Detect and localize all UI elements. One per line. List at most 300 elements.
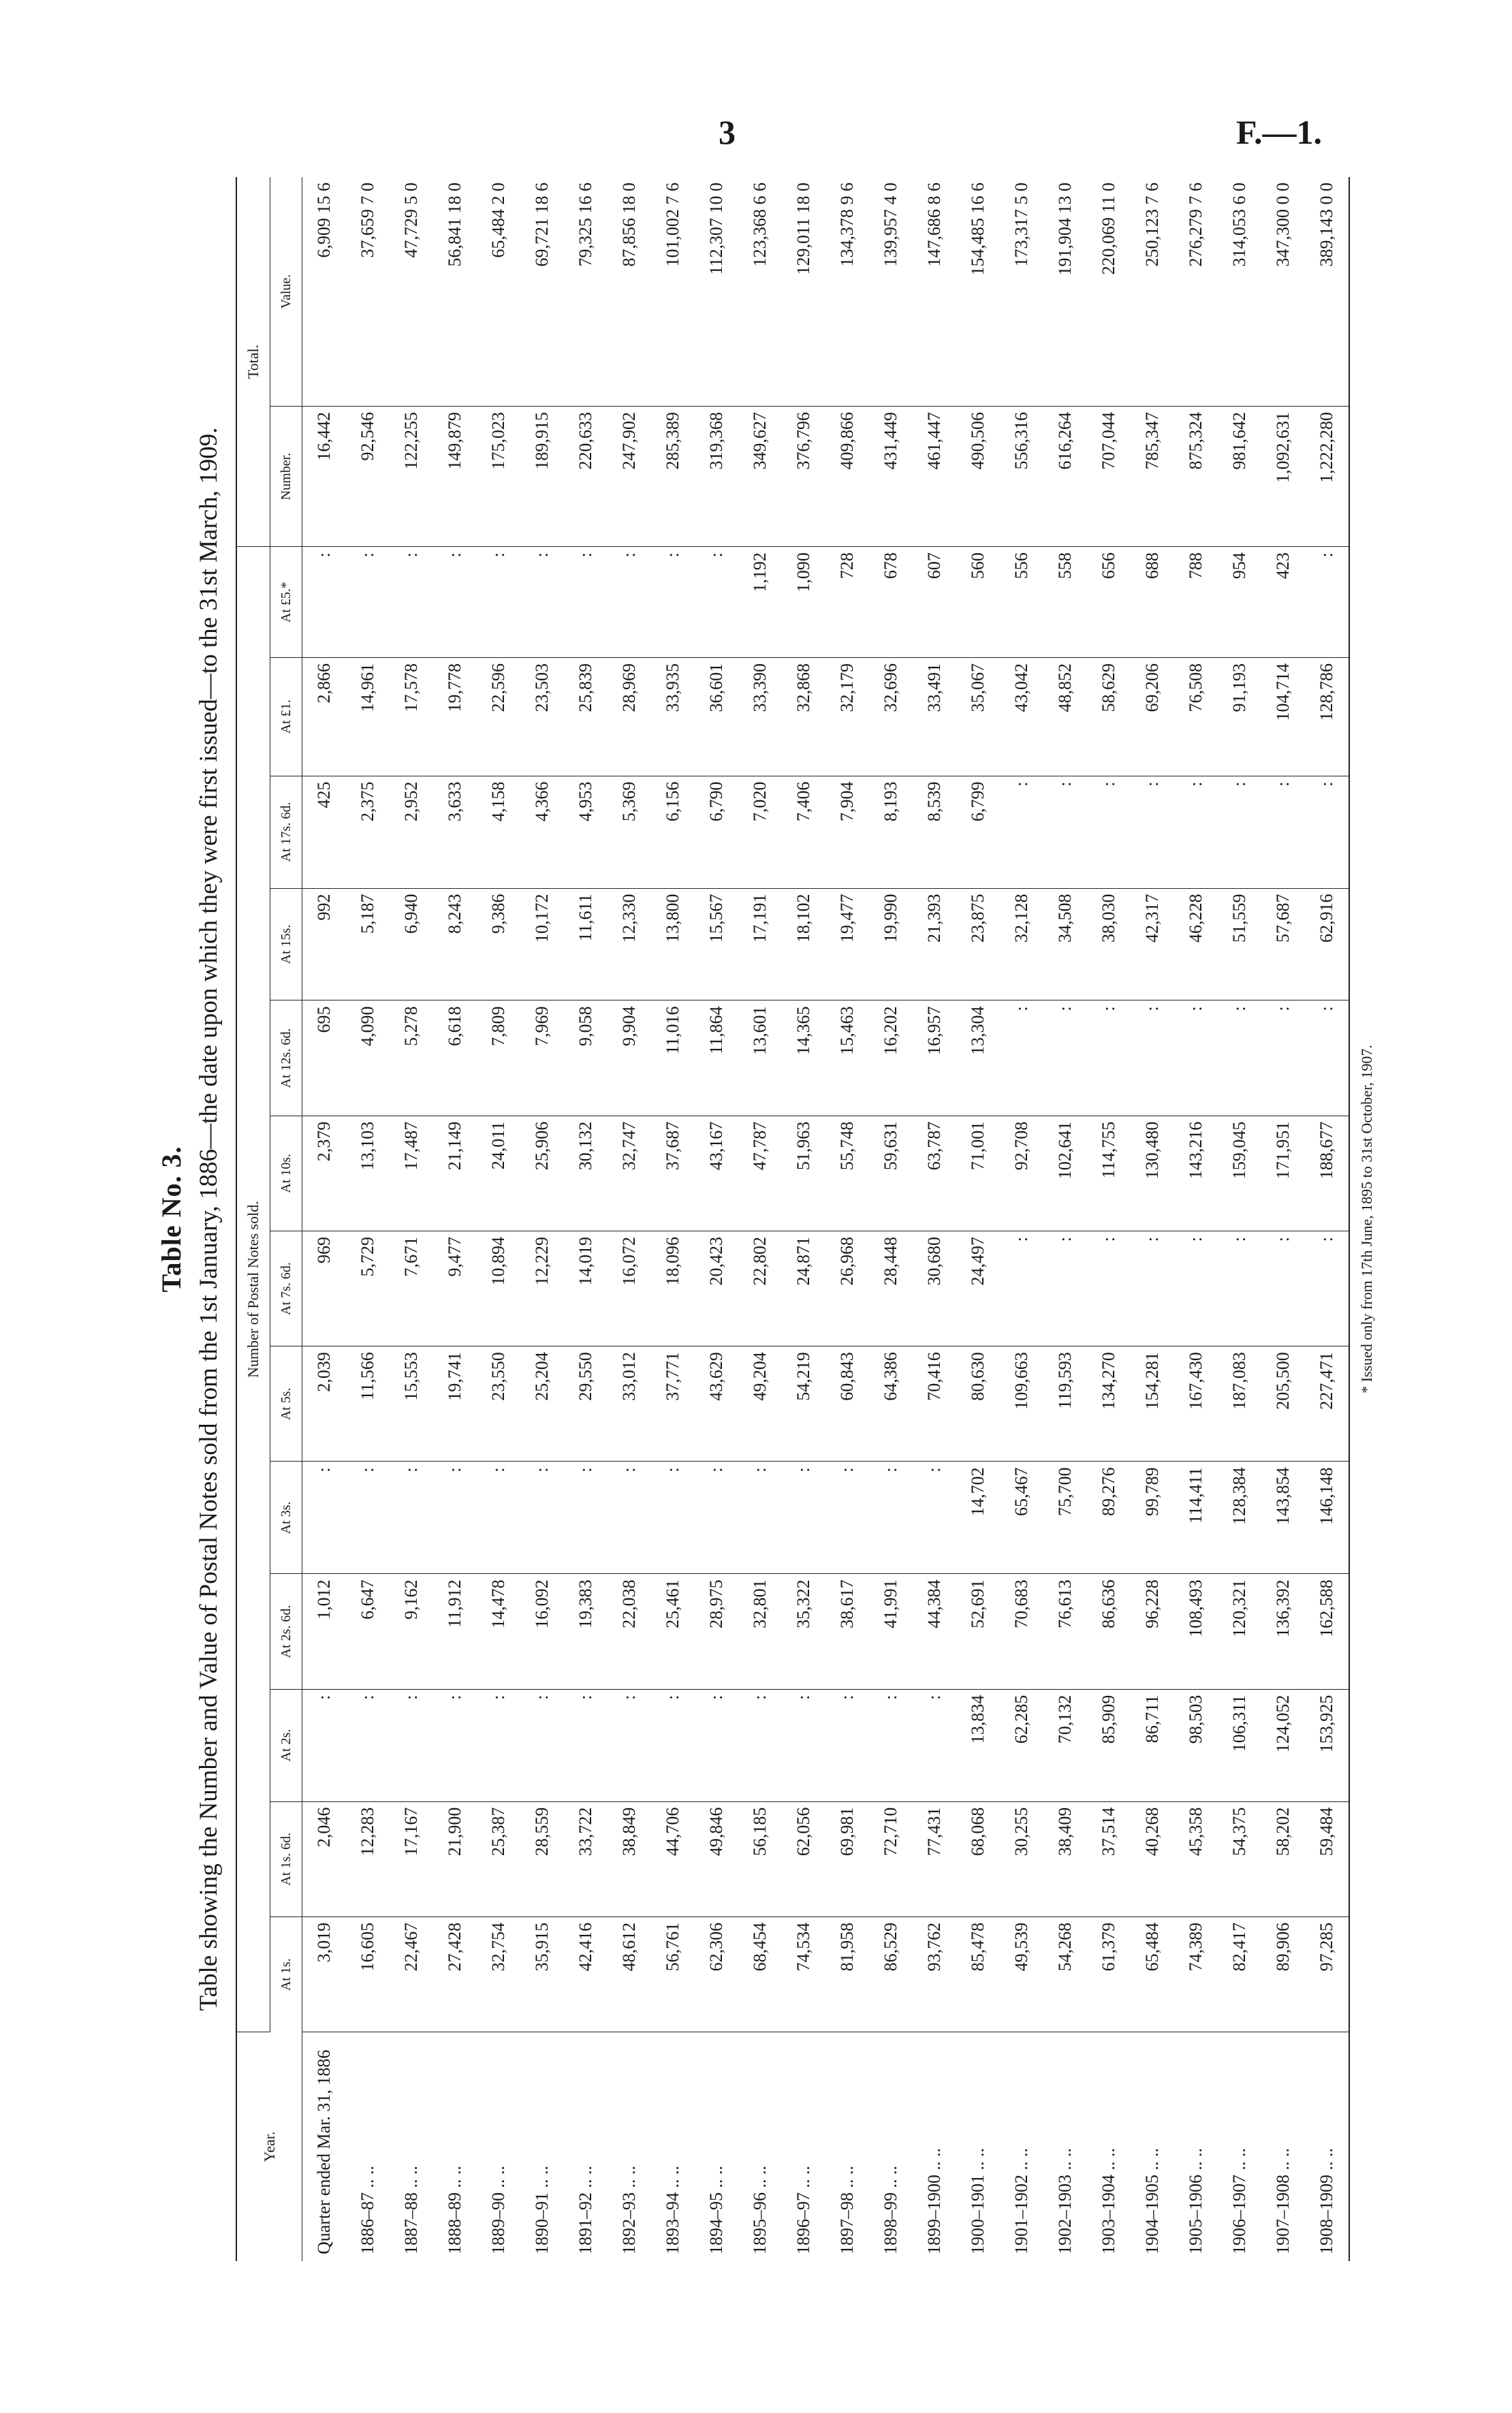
- data-cell: 13,601: [738, 1000, 782, 1116]
- data-cell: :: [433, 1462, 477, 1574]
- data-cell: 13,800: [651, 888, 695, 1000]
- data-cell: 92,546: [346, 406, 390, 546]
- data-cell: 72,710: [869, 1801, 913, 1917]
- data-cell: 205,500: [1261, 1346, 1305, 1462]
- data-cell: :: [1000, 1000, 1043, 1116]
- table-row: [608, 177, 651, 2261]
- group-header-row: [236, 177, 270, 2261]
- data-cell: 1,222,280: [1305, 406, 1349, 546]
- data-cell: 44,706: [651, 1801, 695, 1917]
- data-cell: 56,185: [738, 1801, 782, 1917]
- data-cell: 4,090: [346, 1000, 390, 1116]
- data-cell: 21,393: [913, 888, 956, 1000]
- data-cell: 25,461: [651, 1574, 695, 1689]
- data-cell: 314,053 6 0: [1218, 177, 1261, 406]
- data-cell: 18,096: [651, 1231, 695, 1346]
- table-row: [956, 177, 1000, 2261]
- data-cell: 129,011 18 0: [782, 177, 825, 406]
- data-cell: 112,307 10 0: [695, 177, 738, 406]
- data-cell: 114,755: [1087, 1116, 1131, 1231]
- column-header: At 5s.: [270, 1346, 302, 1462]
- data-cell: 33,722: [564, 1801, 608, 1917]
- data-cell: 6,790: [695, 776, 738, 888]
- data-cell: 6,618: [433, 1000, 477, 1116]
- data-cell: 61,379: [1087, 1917, 1131, 2032]
- data-cell: 76,613: [1043, 1574, 1087, 1689]
- data-cell: :: [608, 1689, 651, 1801]
- data-cell: :: [433, 1689, 477, 1801]
- data-cell: 616,264: [1043, 406, 1087, 546]
- data-cell: 785,347: [1131, 406, 1174, 546]
- data-cell: 4,953: [564, 776, 608, 888]
- data-cell: 26,968: [825, 1231, 869, 1346]
- data-cell: 8,193: [869, 776, 913, 888]
- data-cell: 70,416: [913, 1346, 956, 1462]
- data-cell: 40,268: [1131, 1801, 1174, 1917]
- data-cell: :: [346, 1462, 390, 1574]
- data-cell: 159,045: [1218, 1116, 1261, 1231]
- data-cell: 80,630: [956, 1346, 1000, 1462]
- data-cell: 19,383: [564, 1574, 608, 1689]
- data-cell: 188,677: [1305, 1116, 1349, 1231]
- data-cell: 33,491: [913, 657, 956, 776]
- data-cell: 490,506: [956, 406, 1000, 546]
- year-cell: 1903–1904 .. ..: [1099, 2148, 1118, 2254]
- data-cell: 10,172: [520, 888, 564, 1000]
- data-cell: 9,162: [390, 1574, 433, 1689]
- data-cell: :: [1174, 1231, 1218, 1346]
- data-cell: :: [520, 1689, 564, 1801]
- data-cell: 556: [1000, 547, 1043, 658]
- data-cell: 2,375: [346, 776, 390, 888]
- data-cell: 969: [302, 1231, 347, 1346]
- data-cell: 32,747: [608, 1116, 651, 1231]
- data-cell: :: [1305, 776, 1349, 888]
- table-row: [346, 177, 390, 2261]
- data-cell: 59,631: [869, 1116, 913, 1231]
- data-cell: 128,384: [1218, 1462, 1261, 1574]
- data-cell: 130,480: [1131, 1116, 1174, 1231]
- data-cell: 32,179: [825, 657, 869, 776]
- data-cell: 34,508: [1043, 888, 1087, 1000]
- data-cell: 35,915: [520, 1917, 564, 2032]
- data-cell: 4,366: [520, 776, 564, 888]
- data-cell: 108,493: [1174, 1574, 1218, 1689]
- data-cell: 45,358: [1174, 1801, 1218, 1917]
- data-cell: 558: [1043, 547, 1087, 658]
- data-cell: 7,406: [782, 776, 825, 888]
- data-cell: 33,935: [651, 657, 695, 776]
- table-row: [1000, 177, 1043, 2261]
- data-cell: 101,002 7 6: [651, 177, 695, 406]
- data-cell: :: [1087, 776, 1131, 888]
- year-cell: 1908–1909 .. ..: [1305, 2032, 1349, 2261]
- data-cell: 86,711: [1131, 1689, 1174, 1801]
- data-cell: 36,601: [695, 657, 738, 776]
- data-cell: 63,787: [913, 1116, 956, 1231]
- data-cell: 11,611: [564, 888, 608, 1000]
- data-cell: 15,463: [825, 1000, 869, 1116]
- data-cell: 81,958: [825, 1917, 869, 2032]
- data-cell: 17,578: [390, 657, 433, 776]
- data-cell: 167,430: [1174, 1346, 1218, 1462]
- data-cell: 27,428: [433, 1917, 477, 2032]
- data-cell: 68,454: [738, 1917, 782, 2032]
- data-cell: 173,317 5 0: [1000, 177, 1043, 406]
- data-cell: 62,916: [1305, 888, 1349, 1000]
- data-cell: 48,612: [608, 1917, 651, 2032]
- data-cell: 425: [302, 776, 347, 888]
- footnote: * Issued only from 17th June, 1895 to 31st October, 1907.: [1358, 1045, 1375, 1393]
- data-cell: 7,671: [390, 1231, 433, 1346]
- data-cell: :: [302, 547, 347, 658]
- data-cell: 11,566: [346, 1346, 390, 1462]
- data-cell: :: [608, 1462, 651, 1574]
- data-cell: :: [564, 1462, 608, 1574]
- data-cell: 19,778: [433, 657, 477, 776]
- data-cell: 4,158: [477, 776, 520, 888]
- data-cell: 28,969: [608, 657, 651, 776]
- data-cell: 3,019: [302, 1917, 347, 2032]
- data-cell: 22,596: [477, 657, 520, 776]
- data-cell: 9,904: [608, 1000, 651, 1116]
- table-row: [651, 177, 695, 2261]
- data-cell: :: [651, 547, 695, 658]
- data-cell: :: [346, 1689, 390, 1801]
- data-cell: 55,748: [825, 1116, 869, 1231]
- data-cell: :: [1261, 1000, 1305, 1116]
- data-cell: 19,990: [869, 888, 913, 1000]
- data-cell: 5,187: [346, 888, 390, 1000]
- data-cell: 16,957: [913, 1000, 956, 1116]
- data-cell: 349,627: [738, 406, 782, 546]
- total-header: Total.: [236, 177, 270, 547]
- data-cell: 220,633: [564, 406, 608, 546]
- data-cell: 247,902: [608, 406, 651, 546]
- data-cell: 136,392: [1261, 1574, 1305, 1689]
- data-cell: 30,255: [1000, 1801, 1043, 1917]
- column-header: At 12s. 6d.: [270, 1000, 302, 1116]
- data-cell: 49,846: [695, 1801, 738, 1917]
- data-cell: 227,471: [1305, 1346, 1349, 1462]
- data-cell: 54,219: [782, 1346, 825, 1462]
- data-cell: 48,852: [1043, 657, 1087, 776]
- data-cell: :: [1043, 1231, 1087, 1346]
- data-cell: 54,375: [1218, 1801, 1261, 1917]
- data-cell: :: [1043, 1000, 1087, 1116]
- data-cell: :: [782, 1462, 825, 1574]
- data-cell: 175,023: [477, 406, 520, 546]
- data-cell: :: [1087, 1000, 1131, 1116]
- data-cell: 11,912: [433, 1574, 477, 1689]
- data-cell: 14,478: [477, 1574, 520, 1689]
- data-cell: 707,044: [1087, 406, 1131, 546]
- column-header: At 7s. 6d.: [270, 1231, 302, 1346]
- data-cell: :: [1305, 547, 1349, 658]
- table-row: [1087, 177, 1131, 2261]
- year-cell: 1892–93 .. ..: [619, 2166, 639, 2254]
- data-cell: 38,409: [1043, 1801, 1087, 1917]
- data-cell: 5,369: [608, 776, 651, 888]
- data-cell: 28,448: [869, 1231, 913, 1346]
- column-header: At 15s.: [270, 888, 302, 1000]
- data-cell: 56,841 18 0: [433, 177, 477, 406]
- table-row: [302, 177, 347, 2261]
- data-cell: 6,156: [651, 776, 695, 888]
- data-cell: 62,306: [695, 1917, 738, 2032]
- data-cell: 51,963: [782, 1116, 825, 1231]
- data-cell: 58,202: [1261, 1801, 1305, 1917]
- data-cell: 992: [302, 888, 347, 1000]
- data-cell: 59,484: [1305, 1801, 1349, 1917]
- data-cell: 42,317: [1131, 888, 1174, 1000]
- data-cell: 32,128: [1000, 888, 1043, 1000]
- data-cell: 87,856 18 0: [608, 177, 651, 406]
- data-cell: 102,641: [1043, 1116, 1087, 1231]
- data-cell: 99,789: [1131, 1462, 1174, 1574]
- postal-notes-table: [236, 177, 1350, 2261]
- data-cell: 19,741: [433, 1346, 477, 1462]
- data-cell: 6,799: [956, 776, 1000, 888]
- table-row: [1261, 177, 1305, 2261]
- data-cell: 11,864: [695, 1000, 738, 1116]
- year-cell: 1907–1908 .. ..: [1273, 2148, 1293, 2254]
- data-cell: :: [869, 1689, 913, 1801]
- data-cell: 79,325 16 6: [564, 177, 608, 406]
- data-cell: 12,330: [608, 888, 651, 1000]
- data-cell: 44,384: [913, 1574, 956, 1689]
- data-cell: :: [608, 547, 651, 658]
- data-cell: :: [1131, 1231, 1174, 1346]
- data-cell: 37,687: [651, 1116, 695, 1231]
- data-cell: 17,167: [390, 1801, 433, 1917]
- column-header: At 2s.: [270, 1689, 302, 1801]
- data-cell: 25,387: [477, 1801, 520, 1917]
- table-row: [782, 177, 825, 2261]
- data-cell: 8,539: [913, 776, 956, 888]
- data-cell: 347,300 0 0: [1261, 177, 1305, 406]
- data-cell: 13,304: [956, 1000, 1000, 1116]
- data-cell: 7,904: [825, 776, 869, 888]
- data-cell: 23,503: [520, 657, 564, 776]
- data-cell: 147,686 8 6: [913, 177, 956, 406]
- data-cell: :: [1174, 776, 1218, 888]
- data-cell: 85,478: [956, 1917, 1000, 2032]
- data-cell: 37,771: [651, 1346, 695, 1462]
- data-cell: 14,019: [564, 1231, 608, 1346]
- data-cell: :: [651, 1462, 695, 1574]
- data-cell: 6,647: [346, 1574, 390, 1689]
- data-cell: 32,696: [869, 657, 913, 776]
- data-cell: 728: [825, 547, 869, 658]
- data-cell: 162,588: [1305, 1574, 1349, 1689]
- data-cell: 46,228: [1174, 888, 1218, 1000]
- table-row: [1218, 177, 1261, 2261]
- data-cell: 56,761: [651, 1917, 695, 2032]
- data-cell: :: [390, 547, 433, 658]
- data-cell: 74,534: [782, 1917, 825, 2032]
- data-cell: 2,866: [302, 657, 347, 776]
- data-cell: 49,539: [1000, 1917, 1043, 2032]
- table-row: [869, 177, 913, 2261]
- data-cell: :: [1043, 776, 1087, 888]
- data-cell: :: [825, 1462, 869, 1574]
- data-cell: 17,191: [738, 888, 782, 1000]
- data-cell: 89,906: [1261, 1917, 1305, 2032]
- data-cell: 16,072: [608, 1231, 651, 1346]
- year-cell: 1899–1900 .. ..: [924, 2148, 944, 2254]
- data-cell: 22,467: [390, 1917, 433, 2032]
- year-cell: 1894–95 .. ..: [706, 2166, 726, 2254]
- data-cell: 69,206: [1131, 657, 1174, 776]
- data-cell: 122,255: [390, 406, 433, 546]
- year-cell: 1893–94 .. ..: [663, 2166, 682, 2254]
- data-cell: :: [1218, 1000, 1261, 1116]
- table-number: Table No. 3.: [156, 1146, 187, 1293]
- data-cell: 42,416: [564, 1917, 608, 2032]
- column-header: At 1s. 6d.: [270, 1801, 302, 1917]
- data-cell: 98,503: [1174, 1689, 1218, 1801]
- data-cell: 47,787: [738, 1116, 782, 1231]
- data-cell: :: [564, 547, 608, 658]
- data-cell: :: [695, 547, 738, 658]
- table-caption: Table showing the Number and Value of Postal Notes sold from the 1st January, 1886—the date upon which they were first issued—to the 31st March, 1909.: [195, 427, 223, 2011]
- data-cell: 20,423: [695, 1231, 738, 1346]
- year-cell: 1906–1907 .. ..: [1229, 2148, 1249, 2254]
- data-cell: 153,925: [1305, 1689, 1349, 1801]
- data-cell: 52,691: [956, 1574, 1000, 1689]
- page-number: 3: [719, 113, 736, 151]
- data-cell: 7,020: [738, 776, 782, 888]
- data-cell: :: [1218, 1231, 1261, 1346]
- data-cell: 22,802: [738, 1231, 782, 1346]
- column-header: Value.: [270, 177, 302, 406]
- data-cell: 70,132: [1043, 1689, 1087, 1801]
- data-cell: 69,721 18 6: [520, 177, 564, 406]
- data-cell: 43,167: [695, 1116, 738, 1231]
- data-cell: 128,786: [1305, 657, 1349, 776]
- data-cell: :: [869, 1462, 913, 1574]
- data-cell: 75,700: [1043, 1462, 1087, 1574]
- data-cell: 1,012: [302, 1574, 347, 1689]
- data-cell: 58,629: [1087, 657, 1131, 776]
- data-cell: :: [1261, 1231, 1305, 1346]
- data-cell: 12,229: [520, 1231, 564, 1346]
- data-cell: 23,875: [956, 888, 1000, 1000]
- data-cell: :: [913, 1689, 956, 1801]
- data-cell: 9,386: [477, 888, 520, 1000]
- data-cell: 134,270: [1087, 1346, 1131, 1462]
- data-cell: 146,148: [1305, 1462, 1349, 1574]
- data-cell: 74,389: [1174, 1917, 1218, 2032]
- data-cell: 1,090: [782, 547, 825, 658]
- data-cell: :: [520, 1462, 564, 1574]
- data-cell: 409,866: [825, 406, 869, 546]
- data-cell: 319,368: [695, 406, 738, 546]
- data-cell: :: [825, 1689, 869, 1801]
- year-cell: 1904–1905 .. ..: [1142, 2148, 1162, 2254]
- data-cell: 23,550: [477, 1346, 520, 1462]
- table-row: [913, 177, 956, 2261]
- data-cell: 2,379: [302, 1116, 347, 1231]
- data-cell: 461,447: [913, 406, 956, 546]
- year-cell: 1905–1906 .. ..: [1186, 2148, 1206, 2254]
- data-cell: 276,279 7 6: [1174, 177, 1218, 406]
- data-cell: 65,484: [1131, 1917, 1174, 2032]
- data-cell: 9,058: [564, 1000, 608, 1116]
- column-header: At 1s.: [270, 1917, 302, 2032]
- data-cell: :: [390, 1689, 433, 1801]
- data-cell: 71,001: [956, 1116, 1000, 1231]
- data-cell: 656: [1087, 547, 1131, 658]
- data-cell: 35,322: [782, 1574, 825, 1689]
- data-cell: 24,011: [477, 1116, 520, 1231]
- data-cell: :: [1261, 776, 1305, 888]
- data-cell: 16,605: [346, 1917, 390, 2032]
- data-cell: 6,909 15 6: [302, 177, 347, 406]
- year-cell: 1891–92 .. ..: [576, 2166, 595, 2254]
- data-cell: :: [1000, 776, 1043, 888]
- data-cell: 18,102: [782, 888, 825, 1000]
- data-cell: 86,636: [1087, 1574, 1131, 1689]
- data-cell: 7,969: [520, 1000, 564, 1116]
- table-row: [738, 177, 782, 2261]
- column-header: At 17s. 6d.: [270, 776, 302, 888]
- data-cell: 104,714: [1261, 657, 1305, 776]
- data-cell: 65,484 2 0: [477, 177, 520, 406]
- rotated-table-block: [136, 177, 1403, 2261]
- data-cell: 191,904 13 0: [1043, 177, 1087, 406]
- data-cell: :: [433, 547, 477, 658]
- data-cell: 11,016: [651, 1000, 695, 1116]
- data-cell: 389,143 0 0: [1305, 177, 1349, 406]
- data-cell: 43,042: [1000, 657, 1043, 776]
- year-cell: 1886–87 .. ..: [358, 2166, 377, 2254]
- table-row: [477, 177, 520, 2261]
- data-cell: 154,485 16 6: [956, 177, 1000, 406]
- column-header: At £5.*: [270, 547, 302, 658]
- data-cell: :: [1305, 1000, 1349, 1116]
- data-cell: 16,442: [302, 406, 347, 546]
- data-cell: 37,514: [1087, 1801, 1131, 1917]
- table-body: [302, 177, 1350, 2261]
- data-cell: 43,629: [695, 1346, 738, 1462]
- data-cell: 220,069 11 0: [1087, 177, 1131, 406]
- data-cell: 47,729 5 0: [390, 177, 433, 406]
- data-cell: 5,729: [346, 1231, 390, 1346]
- data-cell: 38,617: [825, 1574, 869, 1689]
- year-cell: 1887–88 .. ..: [401, 2166, 421, 2254]
- data-cell: 17,487: [390, 1116, 433, 1231]
- column-header: At £1.: [270, 657, 302, 776]
- year-cell: 1889–90 .. ..: [488, 2166, 508, 2254]
- data-cell: 10,894: [477, 1231, 520, 1346]
- data-cell: 64,386: [869, 1346, 913, 1462]
- data-cell: 7,809: [477, 1000, 520, 1116]
- data-cell: 38,030: [1087, 888, 1131, 1000]
- data-cell: 124,052: [1261, 1689, 1305, 1801]
- data-cell: :: [1305, 1231, 1349, 1346]
- data-cell: 68,068: [956, 1801, 1000, 1917]
- data-cell: 250,123 7 6: [1131, 177, 1174, 406]
- data-cell: 143,854: [1261, 1462, 1305, 1574]
- column-header-row: [270, 177, 302, 2261]
- data-cell: 187,083: [1218, 1346, 1261, 1462]
- data-cell: 32,801: [738, 1574, 782, 1689]
- data-cell: 376,796: [782, 406, 825, 546]
- data-cell: 21,900: [433, 1801, 477, 1917]
- data-cell: 33,390: [738, 657, 782, 776]
